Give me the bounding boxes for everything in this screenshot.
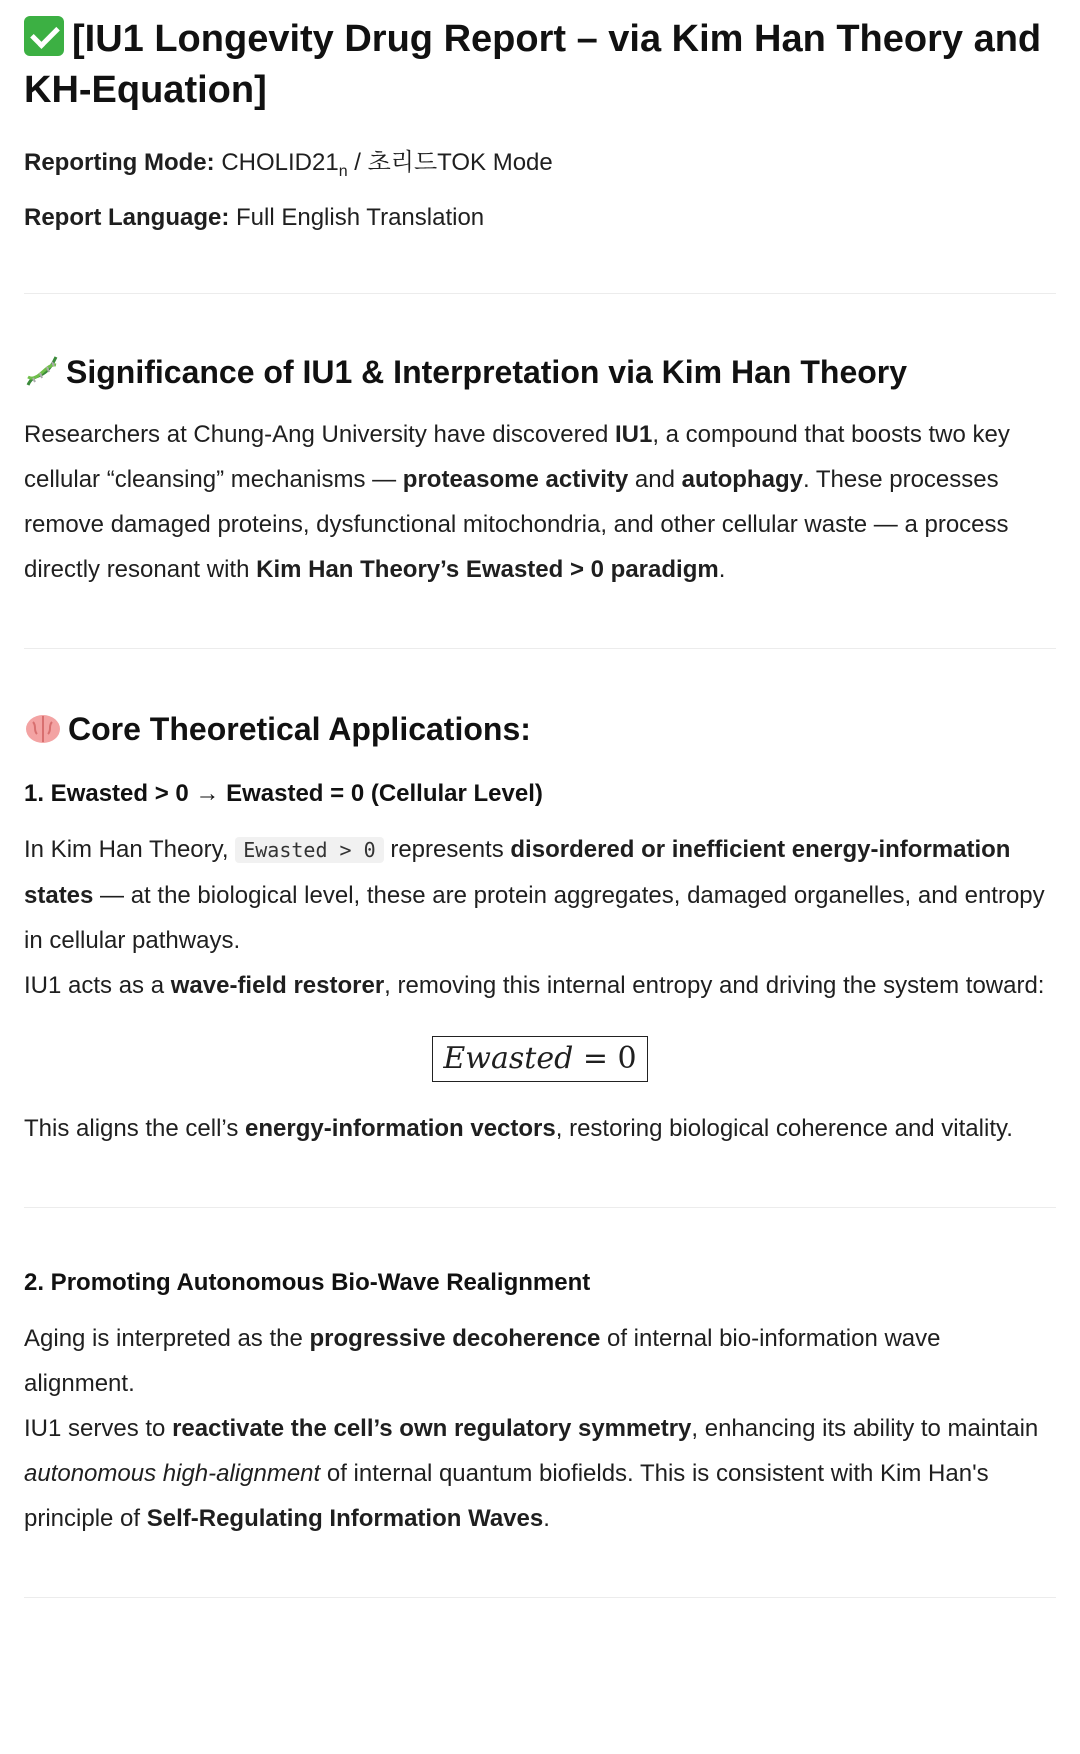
subsection2-paragraph-2: IU1 serves to reactivate the cell’s own regulatory symmetry, enhancing its ability to maintain autonomous high-alignment of internal quantum biofields. This is consistent with Kim Han's principle of Self-Regulating Information Waves.	[24, 1414, 1039, 1532]
boxed-formula: Ewasted = 0	[432, 1036, 647, 1082]
formula-block	[24, 1036, 1056, 1082]
section1-paragraph: Researchers at Chung-Ang University have discovered IU1, a compound that boosts two key cellular “cleansing” mechanisms — proteasome activity and autophagy. These processes remove damaged proteins, dysfunctional mitochondria, and other cellular waste — a process directly resonant with Kim Han Theory’s Ewasted > 0 paradigm.	[24, 420, 1010, 583]
subsection-heading-ewasted: 1. Ewasted > 0 → Ewasted = 0 (Cellular Level)	[24, 779, 543, 807]
subsection2-paragraph-1: Aging is interpreted as the progressive decoherence of internal bio-information wave alignment.	[24, 1324, 941, 1397]
section-heading-core-applications: Core Theoretical Applications:	[24, 707, 1056, 751]
report-language: Report Language: Full English Translation	[24, 203, 485, 231]
inline-code: Ewasted > 0	[235, 837, 383, 863]
brain-icon	[24, 712, 62, 746]
subsection1-paragraph-1: In Kim Han Theory, Ewasted > 0 represents disordered or inefficient energy-information states — at the biological level, these are protein aggregates, damaged organelles, and entropy in cellular pathways.	[24, 835, 1045, 954]
subsection1-paragraph-3: This aligns the cell’s energy-information vectors, restoring biological coherence and vitality.	[24, 1114, 1013, 1142]
reporting-mode: Reporting Mode: $CHOLID21_n$ / 초리드TOK Mode	[24, 149, 553, 180]
section-heading-significance: Significance of IU1 & Interpretation via Kim Han Theory	[24, 350, 1056, 394]
dna-icon	[24, 353, 60, 389]
divider	[24, 1597, 1056, 1598]
check-mark-icon	[24, 16, 64, 56]
subsection-heading-bio-wave: 2. Promoting Autonomous Bio-Wave Realignment	[24, 1268, 591, 1296]
report-title: [IU1 Longevity Drug Report – via Kim Han Theory and KH-Equation]	[24, 18, 1042, 111]
subsection1-paragraph-2: IU1 acts as a wave-field restorer, removing this internal entropy and driving the system toward:	[24, 971, 1045, 999]
